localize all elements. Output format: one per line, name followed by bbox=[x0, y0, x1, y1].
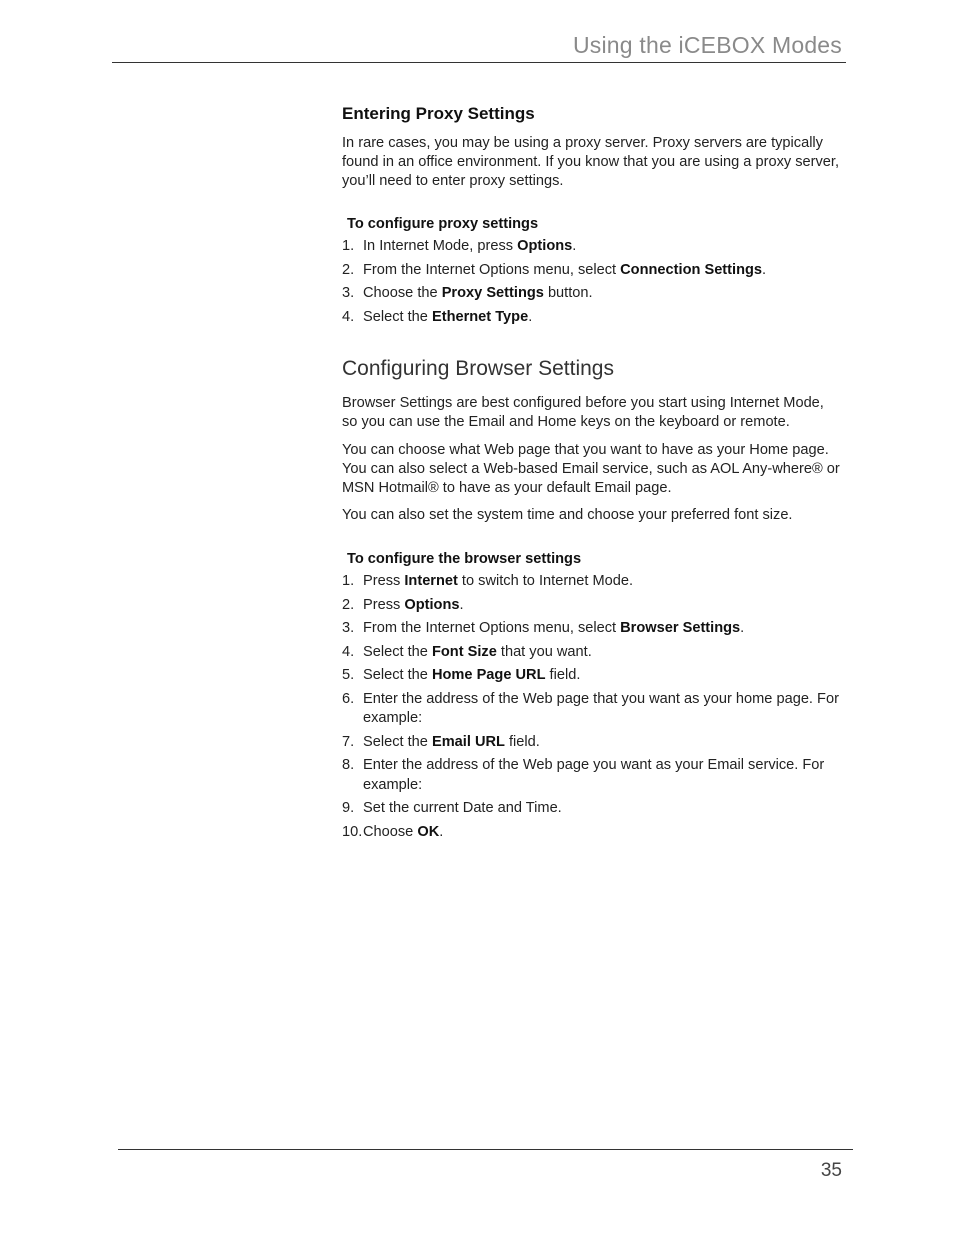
list-item bbox=[342, 823, 842, 843]
step-text-plain: Choose the bbox=[363, 285, 442, 302]
step-text-plain: Choose bbox=[363, 823, 418, 840]
list-item bbox=[342, 596, 842, 616]
list-item bbox=[342, 284, 842, 304]
step-number: 1. bbox=[342, 238, 355, 255]
step-number: 2. bbox=[342, 261, 355, 278]
step-number: 4. bbox=[342, 643, 355, 660]
step-number: 9. bbox=[342, 800, 355, 817]
step-number: 1. bbox=[342, 573, 355, 590]
step-text bbox=[363, 690, 842, 729]
step-text-suffix: . bbox=[459, 596, 464, 613]
list-item bbox=[342, 756, 842, 795]
list-item bbox=[342, 799, 842, 819]
step-keyword: OK bbox=[417, 823, 440, 840]
step-number: 3. bbox=[342, 285, 355, 302]
step-text bbox=[363, 756, 842, 795]
step-text bbox=[363, 666, 842, 686]
list-item bbox=[342, 619, 842, 639]
step-text-suffix: to switch to Internet Mode. bbox=[457, 573, 634, 590]
browser-procedure-title: To configure the browser settings bbox=[347, 551, 582, 568]
step-text-suffix: . bbox=[572, 238, 577, 255]
proxy-heading: Entering Proxy Settings bbox=[342, 104, 535, 123]
step-text-suffix: button. bbox=[543, 285, 593, 302]
list-item bbox=[342, 308, 842, 328]
step-text bbox=[363, 237, 842, 257]
browser-paragraph-3: You can also set the system time and choose your preferred font size. bbox=[342, 507, 793, 524]
list-item bbox=[342, 733, 842, 753]
step-text-plain: Enter the address of the Web page you want as your Email service. For example: bbox=[363, 757, 825, 793]
step-keyword: Home Page URL bbox=[431, 667, 546, 684]
step-text bbox=[363, 733, 842, 753]
step-text-plain: Set the current Date and Time. bbox=[363, 800, 562, 817]
list-item bbox=[342, 690, 842, 729]
browser-heading: Configuring Browser Settings bbox=[342, 357, 614, 381]
step-text-plain: Select the bbox=[363, 733, 432, 750]
step-number: 7. bbox=[342, 733, 355, 750]
step-number: 6. bbox=[342, 690, 355, 707]
step-text bbox=[363, 308, 842, 328]
browser-paragraph-2: You can choose what Web page that you want to have as your Home page. You can also select a Web-based Email service, such as AOL Any-where® or MSN Hotmail® to have as your default Email page. bbox=[342, 441, 840, 496]
step-number: 4. bbox=[342, 308, 355, 325]
running-header-title: Using the iCEBOX Modes bbox=[572, 32, 842, 58]
step-text-plain: Enter the address of the Web page that you want as your home page. For example: bbox=[363, 690, 839, 727]
step-number: 10. bbox=[342, 823, 363, 840]
browser-paragraph-1: Browser Settings are best configured before you start using Internet Mode, so you can use the Email and Home keys on the keyboard or remote. bbox=[342, 395, 824, 431]
step-keyword: Options bbox=[517, 238, 573, 255]
step-number: 5. bbox=[342, 667, 355, 684]
proxy-procedure-title: To configure proxy settings bbox=[347, 216, 539, 233]
step-keyword: Options bbox=[404, 596, 460, 613]
step-text-suffix: . bbox=[528, 308, 533, 325]
browser-steps bbox=[342, 572, 842, 842]
step-keyword: Font Size bbox=[431, 643, 497, 660]
step-text-suffix: . bbox=[740, 620, 745, 637]
page-content bbox=[342, 104, 842, 846]
list-item bbox=[342, 666, 842, 686]
step-text-plain: Select the bbox=[363, 308, 432, 325]
step-text-plain: In Internet Mode, press bbox=[363, 238, 518, 255]
step-text-suffix: . bbox=[762, 261, 767, 278]
step-keyword: Ethernet Type bbox=[431, 308, 529, 325]
list-item bbox=[342, 572, 842, 592]
list-item bbox=[342, 261, 842, 281]
step-text bbox=[363, 596, 842, 616]
page-number: 35 bbox=[820, 1160, 842, 1181]
step-text bbox=[363, 572, 842, 592]
proxy-intro: In rare cases, you may be using a proxy server. Proxy servers are typically found in an office environment. If you know that you are using a proxy server, you’ll need to enter proxy settings. bbox=[342, 135, 840, 189]
step-text-plain: Select the bbox=[363, 643, 432, 660]
step-text bbox=[363, 619, 842, 639]
step-text-plain: Select the bbox=[363, 667, 432, 684]
step-keyword: Proxy Settings bbox=[441, 285, 544, 302]
step-text bbox=[363, 799, 842, 819]
step-text-plain: Press bbox=[363, 596, 405, 613]
step-text-plain: From the Internet Options menu, select bbox=[363, 261, 621, 278]
step-keyword: Connection Settings bbox=[620, 261, 763, 278]
step-keyword: Internet bbox=[404, 573, 458, 590]
step-text bbox=[363, 261, 842, 281]
step-keyword: Email URL bbox=[431, 733, 505, 750]
step-text-plain: Press bbox=[363, 573, 405, 590]
step-number: 2. bbox=[342, 596, 355, 613]
step-text bbox=[363, 643, 842, 663]
proxy-steps bbox=[342, 237, 842, 327]
list-item bbox=[342, 237, 842, 257]
step-number: 8. bbox=[342, 757, 355, 774]
footer-rule bbox=[118, 1149, 853, 1150]
step-number: 3. bbox=[342, 620, 355, 637]
step-text bbox=[363, 823, 842, 843]
header-rule bbox=[112, 62, 846, 63]
step-text bbox=[363, 284, 842, 304]
step-text-plain: From the Internet Options menu, select bbox=[363, 620, 621, 637]
step-keyword: Browser Settings bbox=[620, 620, 741, 637]
list-item bbox=[342, 643, 842, 663]
step-text-suffix: field. bbox=[545, 667, 581, 684]
step-text-suffix: field. bbox=[504, 733, 540, 750]
step-text-suffix: that you want. bbox=[496, 643, 592, 660]
step-text-suffix: . bbox=[439, 823, 444, 840]
